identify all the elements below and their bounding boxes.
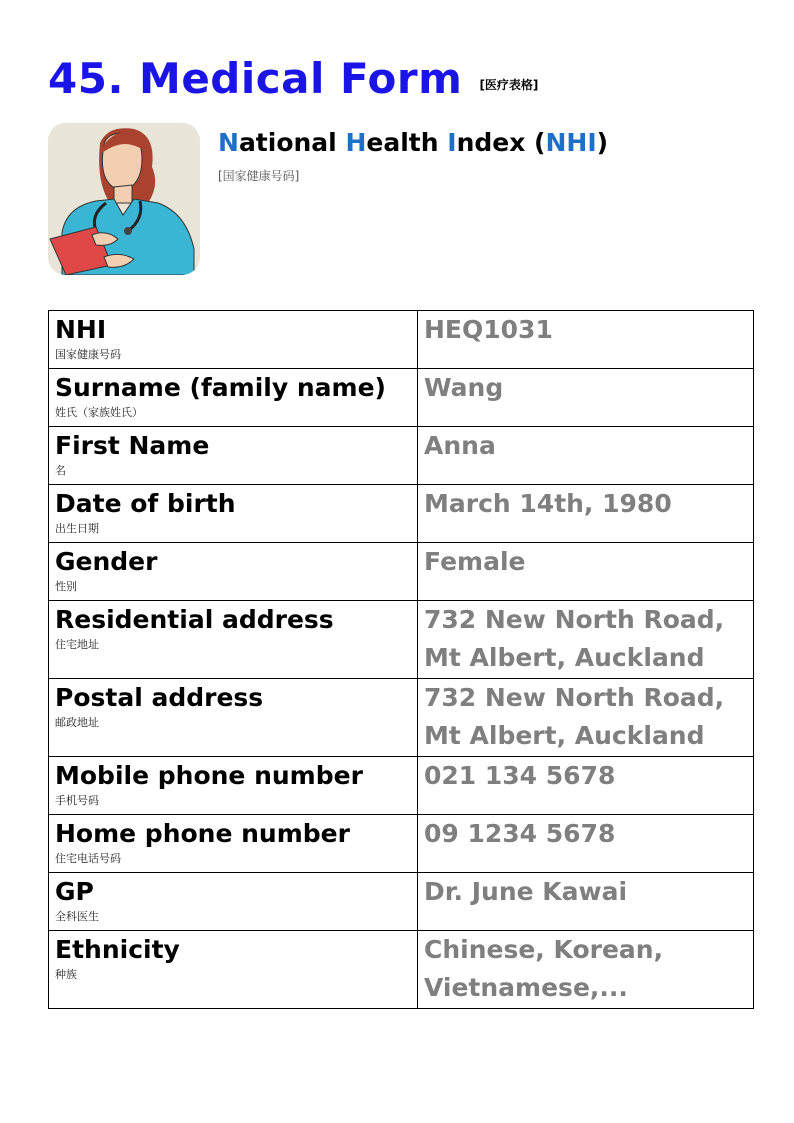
field-label: Mobile phone number <box>55 761 363 790</box>
section-title: National Health Index (NHI) <box>218 128 609 157</box>
section-title-chinese: [国家健康号码] <box>218 169 300 183</box>
table-row <box>49 757 754 815</box>
field-label-chinese: 出生日期 <box>55 522 99 535</box>
field-label-chinese: 名 <box>55 464 66 477</box>
field-label-chinese: 性别 <box>55 580 77 593</box>
page-title-chinese: [医疗表格] <box>479 78 539 92</box>
field-label-chinese: 邮政地址 <box>55 716 99 729</box>
field-label-chinese: 全科医生 <box>55 910 99 923</box>
field-label: Home phone number <box>55 819 350 848</box>
table-row <box>49 873 754 931</box>
field-value: March 14th, 1980 <box>424 489 672 518</box>
field-value: 021 134 5678 <box>424 761 616 790</box>
field-value-line2: Vietnamese,... <box>424 973 628 1002</box>
table-row <box>49 679 754 757</box>
field-value: 732 New North Road, <box>424 605 725 634</box>
nurse-icon <box>48 123 200 275</box>
field-label: Date of birth <box>55 489 236 518</box>
field-value: Wang <box>424 373 504 402</box>
table-row <box>49 815 754 873</box>
field-label-chinese: 手机号码 <box>55 794 99 807</box>
field-value-line2: Mt Albert, Auckland <box>424 721 705 750</box>
field-value: Female <box>424 547 526 576</box>
field-value: 732 New North Road, <box>424 683 725 712</box>
table-row <box>49 601 754 679</box>
page-header <box>48 54 538 103</box>
field-value: 09 1234 5678 <box>424 819 616 848</box>
table-row <box>49 931 754 1009</box>
field-value: HEQ1031 <box>424 315 553 344</box>
field-label: First Name <box>55 431 210 460</box>
field-value: Dr. June Kawai <box>424 877 628 906</box>
page-title: 45. Medical Form <box>48 54 463 103</box>
field-label-chinese: 种族 <box>55 968 77 981</box>
table-row <box>49 311 754 369</box>
field-label: Surname (family name) <box>55 373 386 402</box>
field-value: Chinese, Korean, <box>424 935 664 964</box>
field-label: Residential address <box>55 605 334 634</box>
field-label-chinese: 住宅地址 <box>55 638 99 651</box>
field-label: Postal address <box>55 683 264 712</box>
table-row <box>49 543 754 601</box>
medical-form-table <box>48 310 754 1009</box>
table-row <box>49 427 754 485</box>
field-label: Ethnicity <box>55 935 180 964</box>
table-row <box>49 485 754 543</box>
field-value-line2: Mt Albert, Auckland <box>424 643 705 672</box>
field-label-chinese: 住宅电话号码 <box>55 852 121 865</box>
field-label-chinese: 国家健康号码 <box>55 348 121 361</box>
table-row <box>49 369 754 427</box>
field-label: NHI <box>55 315 107 344</box>
field-label: Gender <box>55 547 158 576</box>
field-label-chinese: 姓氏（家族姓氏） <box>55 406 143 419</box>
field-value: Anna <box>424 431 496 460</box>
field-label: GP <box>55 877 94 906</box>
